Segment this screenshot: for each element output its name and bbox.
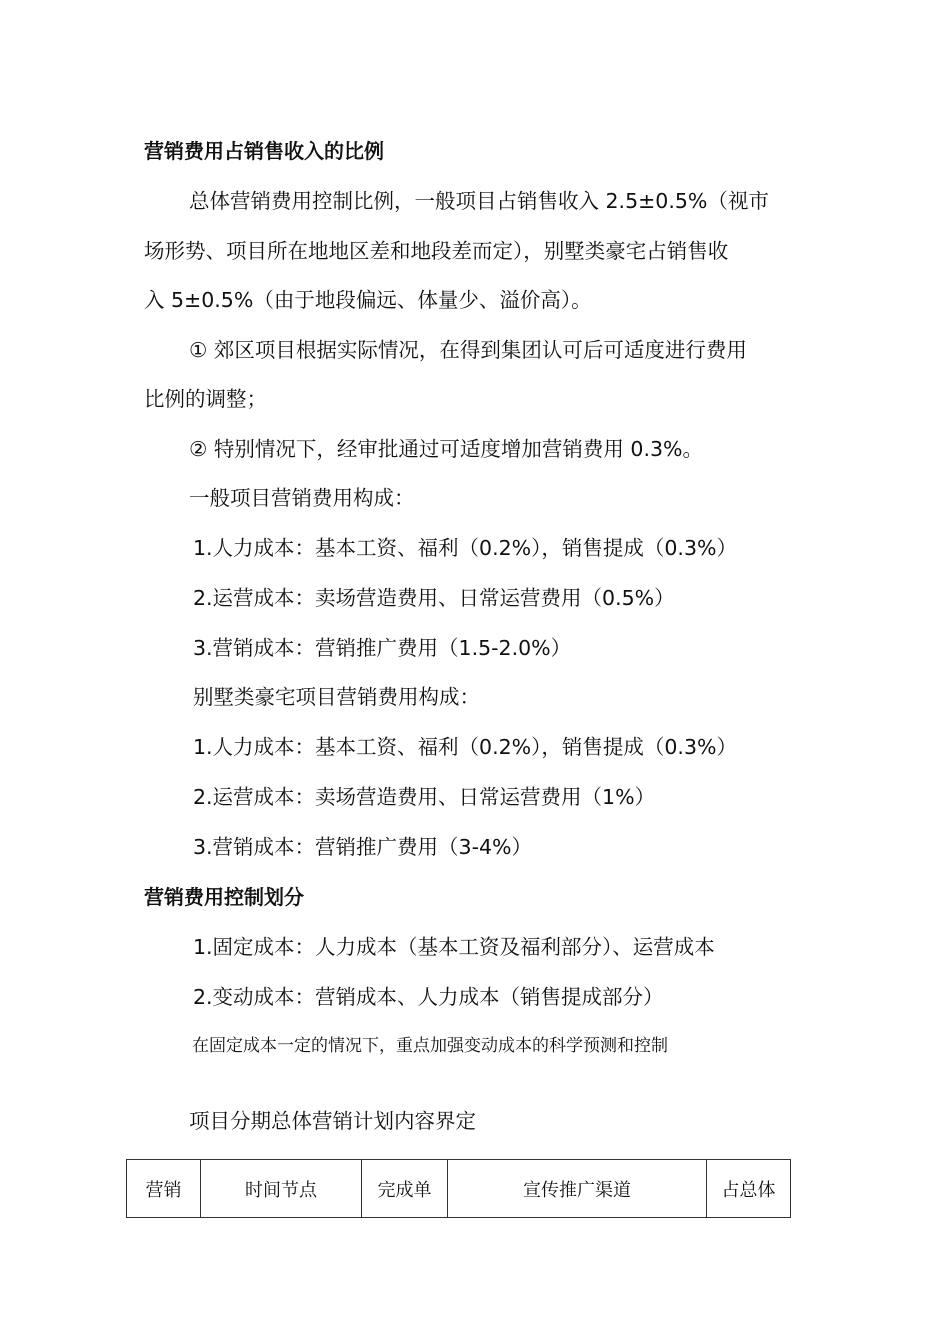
general-cost-item: 1.人力成本：基本工资、福利（0.2%），销售提成（0.3%） [193, 536, 737, 560]
villa-cost-item: 1.人力成本：基本工资、福利（0.2%），销售提成（0.3%） [193, 735, 737, 759]
villa-cost-title: 别墅类豪宅项目营销费用构成： [193, 685, 480, 709]
division-item: 2.变动成本：营销成本、人力成本（销售提成部分） [193, 985, 664, 1009]
note-suburban-line: ① 郊区项目根据实际情况，在得到集团认可后可适度进行费用 [189, 338, 747, 362]
note-special-case: ② 特别情况下，经审批通过可适度增加营销费用 0.3%。 [189, 437, 703, 461]
villa-cost-item: 2.运营成本：卖场营造费用、日常运营费用（1%） [193, 785, 656, 809]
table-header-row [127, 1160, 791, 1218]
note-suburban-line: 比例的调整； [144, 387, 267, 411]
table-header-cell: 营销 [127, 1160, 201, 1218]
table-header-cell: 时间节点 [201, 1160, 362, 1218]
table-header-cell: 宣传推广渠道 [448, 1160, 707, 1218]
table-header-cell: 占总体 [707, 1160, 791, 1218]
paragraph-line: 场形势、项目所在地地区差和地段差而定），别墅类豪宅占销售收 [144, 239, 729, 263]
general-cost-item: 3.营销成本：营销推广费用（1.5-2.0%） [193, 636, 572, 660]
division-item: 1.固定成本：人力成本（基本工资及福利部分）、运营成本 [193, 935, 715, 959]
general-cost-item: 2.运营成本：卖场营造费用、日常运营费用（0.5%） [193, 586, 675, 610]
section-heading-ratio: 营销费用占销售收入的比例 [144, 139, 384, 163]
section-heading-division: 营销费用控制划分 [144, 885, 304, 909]
general-cost-title: 一般项目营销费用构成： [189, 486, 415, 510]
plan-title: 项目分期总体营销计划内容界定 [189, 1109, 476, 1133]
paragraph-line: 总体营销费用控制比例，一般项目占销售收入 2.5±0.5%（视市 [189, 189, 769, 213]
paragraph-line: 入 5±0.5%（由于地段偏远、体量少、溢价高）。 [144, 288, 592, 312]
division-note: 在固定成本一定的情况下，重点加强变动成本的科学预测和控制 [192, 1036, 668, 1056]
villa-cost-item: 3.营销成本：营销推广费用（3-4%） [193, 835, 533, 859]
marketing-plan-table [126, 1159, 791, 1218]
table-header-cell: 完成单 [362, 1160, 448, 1218]
